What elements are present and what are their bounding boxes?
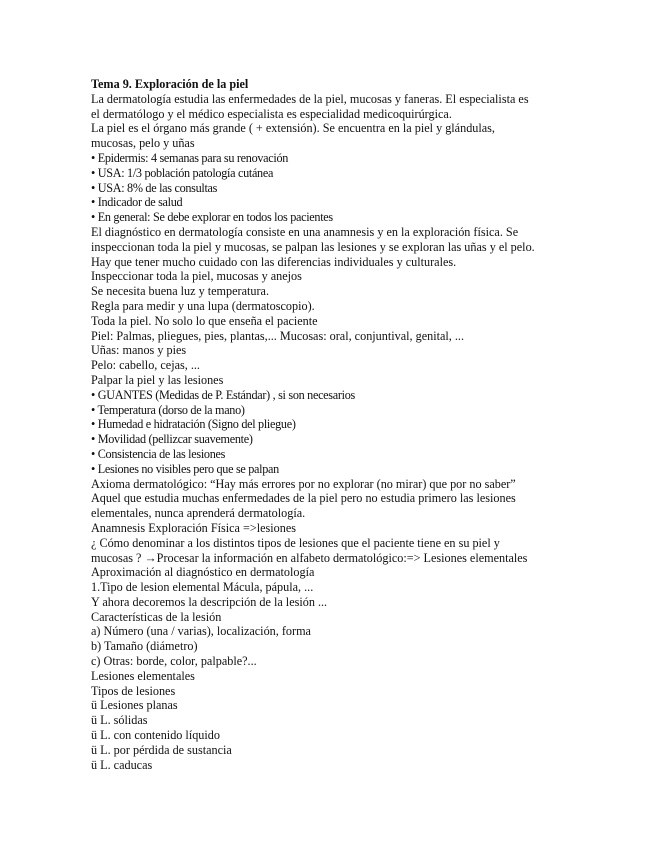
text-line: • Indicador de salud: [91, 195, 183, 210]
text-line: Piel: Palmas, pliegues, pies, plantas,... Mucosas: oral, conjuntival, genital, ...: [91, 328, 465, 343]
text-line: Características de la lesión: [91, 609, 222, 624]
document-text: [91, 92, 571, 773]
text-line: Hay que tener mucho cuidado con las diferencias individuales y culturales.: [91, 254, 457, 269]
text-line: Regla para medir y una lupa (dermatoscopio).: [91, 298, 315, 313]
text-line: c) Otras: borde, color, palpable?...: [91, 654, 257, 669]
text-line: ü L. caducas: [91, 757, 153, 772]
text-line: el dermatólogo y el médico especialista es especialidad medicoquirúrgica.: [91, 106, 452, 121]
text-line: Toda la piel. No solo lo que enseña el paciente: [91, 313, 318, 328]
text-line: ¿ Cómo denominar a los distintos tipos de lesiones que el paciente tiene en su piel y: [91, 535, 500, 550]
text-line: Lesiones elementales: [91, 668, 195, 683]
text-line: Palpar la piel y las lesiones: [91, 372, 224, 387]
text-line: ü L. sólidas: [91, 713, 148, 728]
text-line: ü Lesiones planas: [91, 698, 178, 713]
text-line: Axioma dermatológico: “Hay más errores por no explorar (no mirar) que por no saber”: [91, 476, 516, 491]
text-line: ü L. por pérdida de sustancia: [91, 742, 232, 757]
text-line: Anamnesis Exploración Física =>lesiones: [91, 520, 296, 535]
text-line: • En general: Se debe explorar en todos los pacientes: [91, 210, 333, 225]
text-line: El diagnóstico en dermatología consiste en una anamnesis y en la exploración física. Se: [91, 224, 519, 239]
text-line: • USA: 1/3 población patología cutánea: [91, 165, 274, 180]
text-line: elementales, nunca aprenderá dermatología.: [91, 506, 306, 521]
text-line: Tipos de lesiones: [91, 683, 176, 698]
text-line: • Consistencia de las lesiones: [91, 446, 226, 461]
text-line: • Epidermis: 4 semanas para su renovación: [91, 150, 289, 165]
text-line: • Lesiones no visibles pero que se palpan: [91, 461, 279, 476]
document-body: [91, 77, 571, 772]
text-line: Inspeccionar toda la piel, mucosas y anejos: [91, 269, 302, 284]
text-line: b) Tamaño (diámetro): [91, 639, 198, 654]
text-line: a) Número (una / varias), localización, forma: [91, 624, 311, 639]
text-line: 1.Tipo de lesion elemental Mácula, pápula, ...: [91, 580, 314, 595]
text-line: Se necesita buena luz y temperatura.: [91, 284, 269, 299]
text-line: Aquel que estudia muchas enfermedades de la piel pero no estudia primero las lesiones: [91, 491, 516, 506]
text-line: inspeccionan toda la piel y mucosas, se palpan las lesiones y se exploran las uñas y el pelo.: [91, 239, 535, 254]
text-line: ü L. con contenido líquido: [91, 728, 220, 743]
text-line: • Temperatura (dorso de la mano): [91, 402, 245, 417]
text-line: mucosas, pelo y uñas: [91, 136, 195, 151]
text-line: La piel es el órgano más grande ( + extensión). Se encuentra en la piel y glándulas,: [91, 121, 495, 136]
text-line: La dermatología estudia las enfermedades de la piel, mucosas y faneras. El especialista es: [91, 91, 529, 106]
text-line: Y ahora decoremos la descripción de la lesión ...: [91, 594, 328, 609]
document-title: Tema 9. Exploración de la piel: [91, 77, 249, 91]
text-line: mucosas ? →Procesar la información en alfabeto dermatológico:=> Lesiones elementales: [91, 550, 528, 565]
text-line: • Movilidad (pellizcar suavemente): [91, 432, 253, 447]
text-line: Pelo: cabello, cejas, ...: [91, 358, 200, 373]
text-line: Uñas: manos y pies: [91, 343, 187, 358]
text-line: • Humedad e hidratación (Signo del pliegue): [91, 417, 296, 432]
text-line: • USA: 8% de las consultas: [91, 180, 218, 195]
text-line: Aproximación al diagnóstico en dermatología: [91, 565, 315, 580]
text-line: • GUANTES (Medidas de P. Estándar) , si son necesarios: [91, 387, 355, 402]
